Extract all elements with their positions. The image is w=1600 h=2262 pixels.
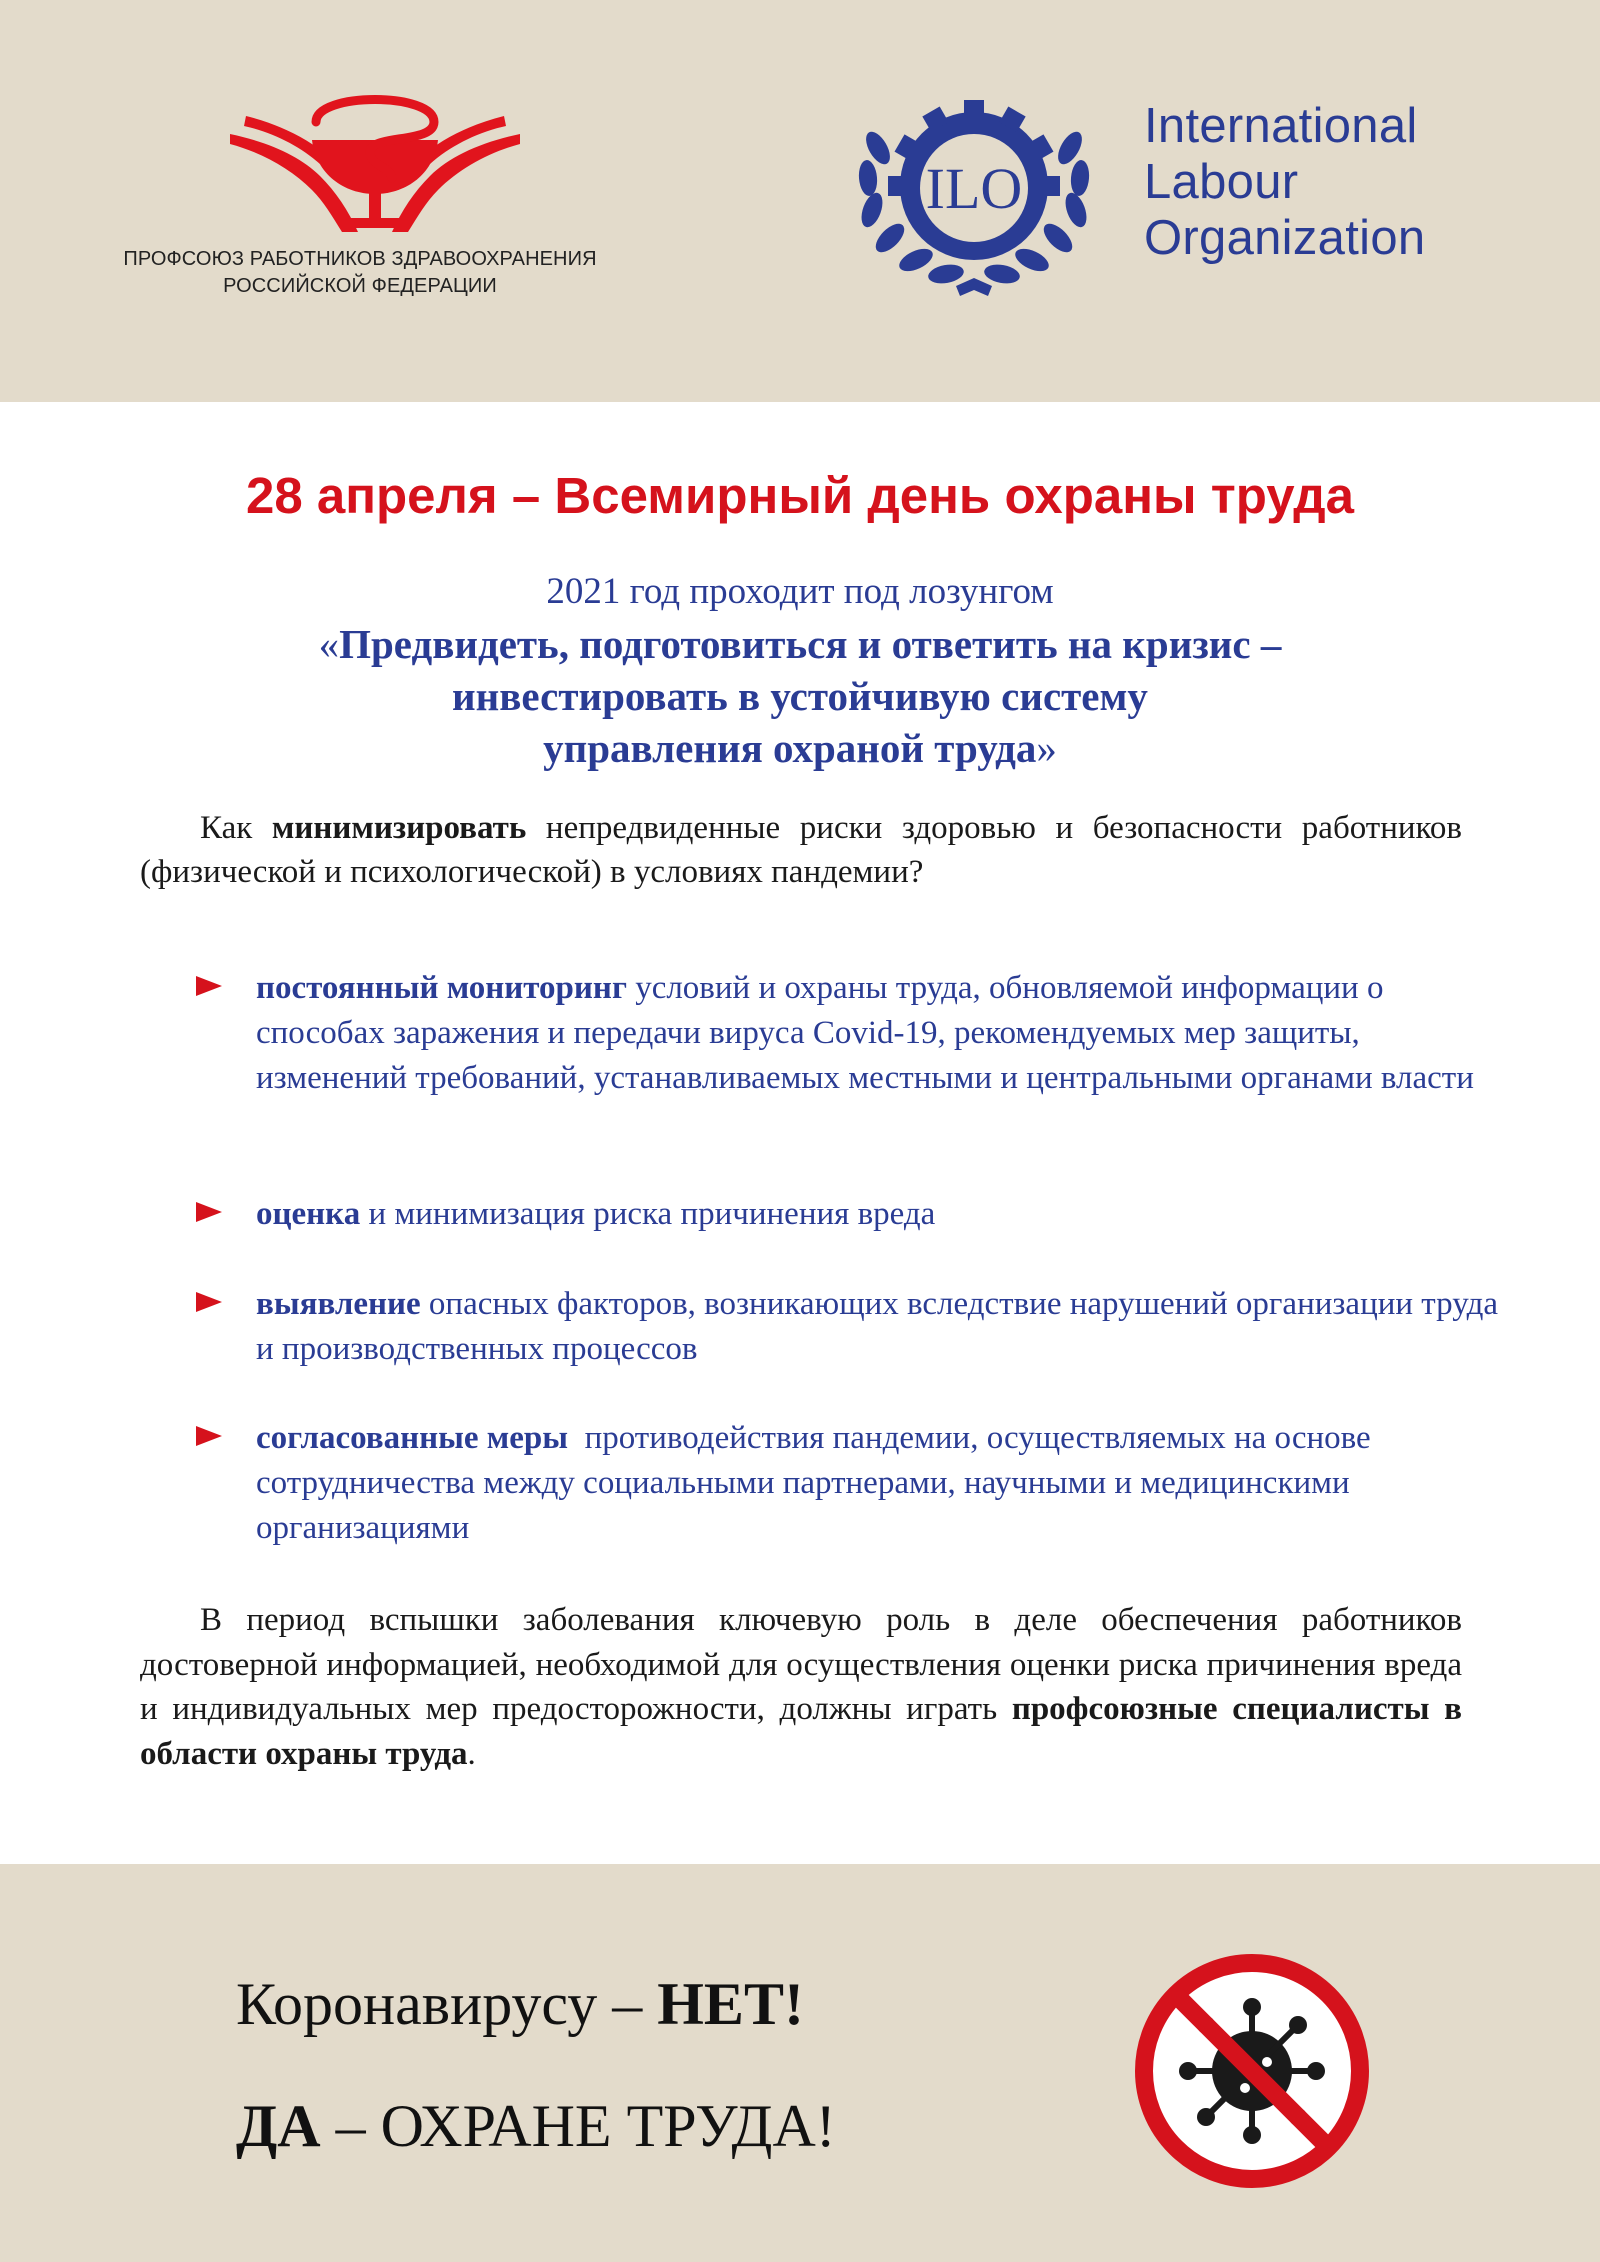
list-item-text: условий и охраны труда, обновляемой информации о способах заражения и передачи вируса Covid-19, рекомендуемых мер защиты, изменений требований, устанавливаемых местными и центральными органами власти <box>256 970 1474 1096</box>
list-item <box>196 1192 1516 1237</box>
intro-paragraph <box>140 806 1462 894</box>
triangle-arrow-icon <box>196 1292 222 1312</box>
union-name-line: ПРОФСОЮЗ РАБОТНИКОВ ЗДРАВООХРАНЕНИЯ <box>123 248 597 270</box>
list-item-bold: согласованные меры <box>256 1420 569 1456</box>
list-item-text: опасных факторов, возникающих вследствие нарушений организации труда и производственных процессов <box>256 1286 1499 1367</box>
slogan-close-quote: » <box>1036 725 1057 771</box>
footer-bold: ДА <box>236 2093 321 2159</box>
ilo-name <box>1144 98 1425 266</box>
footer-bold: НЕТ! <box>657 1971 804 2037</box>
list-item-bold: оценка <box>256 1196 361 1232</box>
outro-text: . <box>467 1735 476 1772</box>
no-virus-icon <box>1133 1952 1371 2190</box>
outro-paragraph <box>140 1598 1462 1776</box>
slogan-line-2: инвестировать в устойчивую систему <box>452 673 1148 719</box>
ilo-emblem-text: ILO <box>925 156 1023 221</box>
union-name <box>100 246 620 300</box>
list-item-text: и минимизация риска причинения вреда <box>360 1196 936 1232</box>
slogan <box>0 566 1600 774</box>
slogan-line-3: управления охраной труда <box>543 725 1037 771</box>
page-title: 28 апреля – Всемирный день охраны труда <box>245 467 1355 524</box>
slogan-open-quote: « <box>318 621 340 667</box>
union-name-line: РОССИЙСКОЙ ФЕДЕРАЦИИ <box>223 275 497 297</box>
slogan-line-1: Предвидеть, подготовиться и ответить на кризис – <box>339 621 1282 667</box>
union-logo-icon <box>220 82 530 242</box>
list-item-bold: постоянный мониторинг <box>256 970 627 1006</box>
list-item <box>196 1416 1516 1551</box>
triangle-arrow-icon <box>196 1202 222 1222</box>
list-item <box>196 966 1516 1101</box>
list-item-text: противодействия пандемии, осуществляемых на основе сотрудничества между социальными партнерами, научными и медицинскими организациями <box>256 1420 1379 1546</box>
ilo-name-line: International <box>1144 99 1418 153</box>
ilo-name-line: Organization <box>1144 211 1426 265</box>
slogan-line <box>0 722 1600 774</box>
ilo-name-line: Labour <box>1144 155 1299 209</box>
footer-text: – ОХРАНЕ ТРУДА! <box>320 2093 836 2159</box>
outro-text: В период вспышки заболевания ключевую роль в деле обеспечения работников достоверной информацией, необходимой для осуществления оценки риска причинения вреда и индивидуальных мер предосторожности, должны играть <box>140 1602 1462 1727</box>
outro-bold: профсоюзные специалисты в области охраны труда <box>140 1691 1462 1772</box>
footer-slogan-line-2 <box>236 2092 836 2161</box>
slogan-line <box>0 618 1600 670</box>
list-item <box>196 1282 1516 1372</box>
slogan-intro: 2021 год проходит под лозунгом <box>546 571 1054 612</box>
footer-text: Коронавирусу – <box>236 1971 658 2037</box>
intro-text: непредвиденные риски здоровью и безопасности работников (физической и психологической) в условиях пандемии? <box>140 810 1462 890</box>
triangle-arrow-icon <box>196 976 222 996</box>
triangle-arrow-icon <box>196 1426 222 1446</box>
footer-slogan-line-1 <box>236 1970 804 2039</box>
list-item-bold: выявление <box>256 1286 421 1322</box>
ilo-emblem-icon <box>838 78 1110 308</box>
intro-bold: минимизировать <box>271 810 527 846</box>
intro-text: Как <box>200 810 272 846</box>
